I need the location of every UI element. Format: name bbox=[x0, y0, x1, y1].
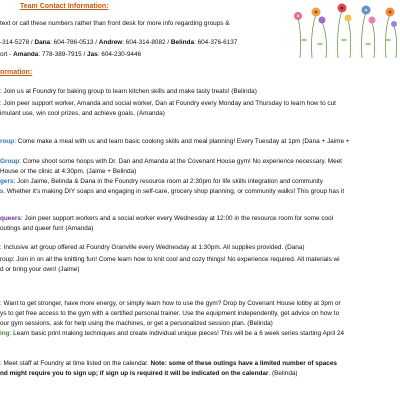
stimulant-group-text: : Join peer support worker, Amanda and social worker, Dan at Foundry every Monday and Thursday to learn how to cut bbox=[0, 100, 336, 107]
knitting-group-text: roup: Join in on all the knitting fun! Come learn how to knit cool and cozy things! No experience required. All materials wi bbox=[0, 256, 340, 263]
cooking-group: roup: Come make a meal with us and learn basic cooking skills and meal planning! Every Tuesday at 1pm (Dana + Jaime + bbox=[0, 138, 350, 145]
group-info-heading: ormation: bbox=[0, 69, 33, 76]
contact-intro: text or call these numbers rather than front desk for more info regarding groups & bbox=[0, 20, 230, 27]
printmaking-group: ing: Learn basic print making techniques and create individual unique pieces! This will be a 6 week series starting April 24 bbox=[0, 330, 345, 337]
gym-group-cont-2: our gym sessions, ask for help using the machines, or get a personalized session plan. (Belinda) bbox=[0, 320, 273, 327]
contact-heading: Team Contact Information: bbox=[20, 3, 109, 10]
wildflowers-decoration bbox=[292, 0, 400, 58]
gym-group-cont-1: ys to get free access to the gym with a certified personal trainer. Use the equipment independently, get advice on how to bbox=[0, 310, 340, 317]
gym-group-text: : Want to get stronger, have more energy, or simply learn how to use the gym? Drop by Covenant House lobby at 3pm or bbox=[0, 300, 341, 307]
basketball-group: Group: Come shoot some hoops with Dr. Dan and Amanda at the Covenant House gym! No experience necessary. Meet bbox=[0, 158, 342, 165]
contact-numbers-1: -314-5278 / Dana: 604-786-0513 / Andrew: 604-314-8082 / Belinda: 604-376-6137 bbox=[0, 39, 238, 46]
outings-text: : Meet staff at Foundry at time listed on the calendar. Note: some of these outings have a limited number of spaces bbox=[0, 360, 337, 367]
basketball-group-cont: House or the clinic at 4:30pm. (Jaime + Belinda) bbox=[0, 168, 137, 175]
life-skills-group-cont: s. Whether it's making DIY soaps and engaging in self-care, grocery shop planning, or community walks! This group has it bbox=[0, 188, 345, 195]
stimulant-group-text-cont: imulant use, win cool prizes, and achieve goals. (Amanda) bbox=[0, 110, 165, 117]
queer-group-cont: outings and queer fun! (Amanda) bbox=[0, 225, 94, 232]
baking-group-text: : Join us at Foundry for baking group to learn kitchen skills and make tasty treats! (Belinda) bbox=[0, 88, 257, 95]
art-group-text: : Inclusive art group offered at Foundry Granville every Wednesday at 1:30pm. All supplies provided. (Dana) bbox=[0, 244, 305, 251]
contact-numbers-2: ort - Amanda: 778-389-7915 / Jas: 604-230-9446 bbox=[0, 51, 142, 58]
queer-group: queers: Join peer support workers and a social worker every Wednesday at 12:00 in the resource room for some cool bbox=[0, 215, 334, 222]
life-skills-group: gers: Join Jaime, Belinda & Dana in the Foundry resource room at 2:30pm for life skills integration and community bbox=[0, 178, 323, 185]
outings-text-cont: nd might require you to sign up; if sign up is required it will be indicated on the calendar. (Belinda) bbox=[0, 370, 298, 377]
knitting-group-cont: d or bring your own! (Jaime) bbox=[0, 266, 80, 273]
